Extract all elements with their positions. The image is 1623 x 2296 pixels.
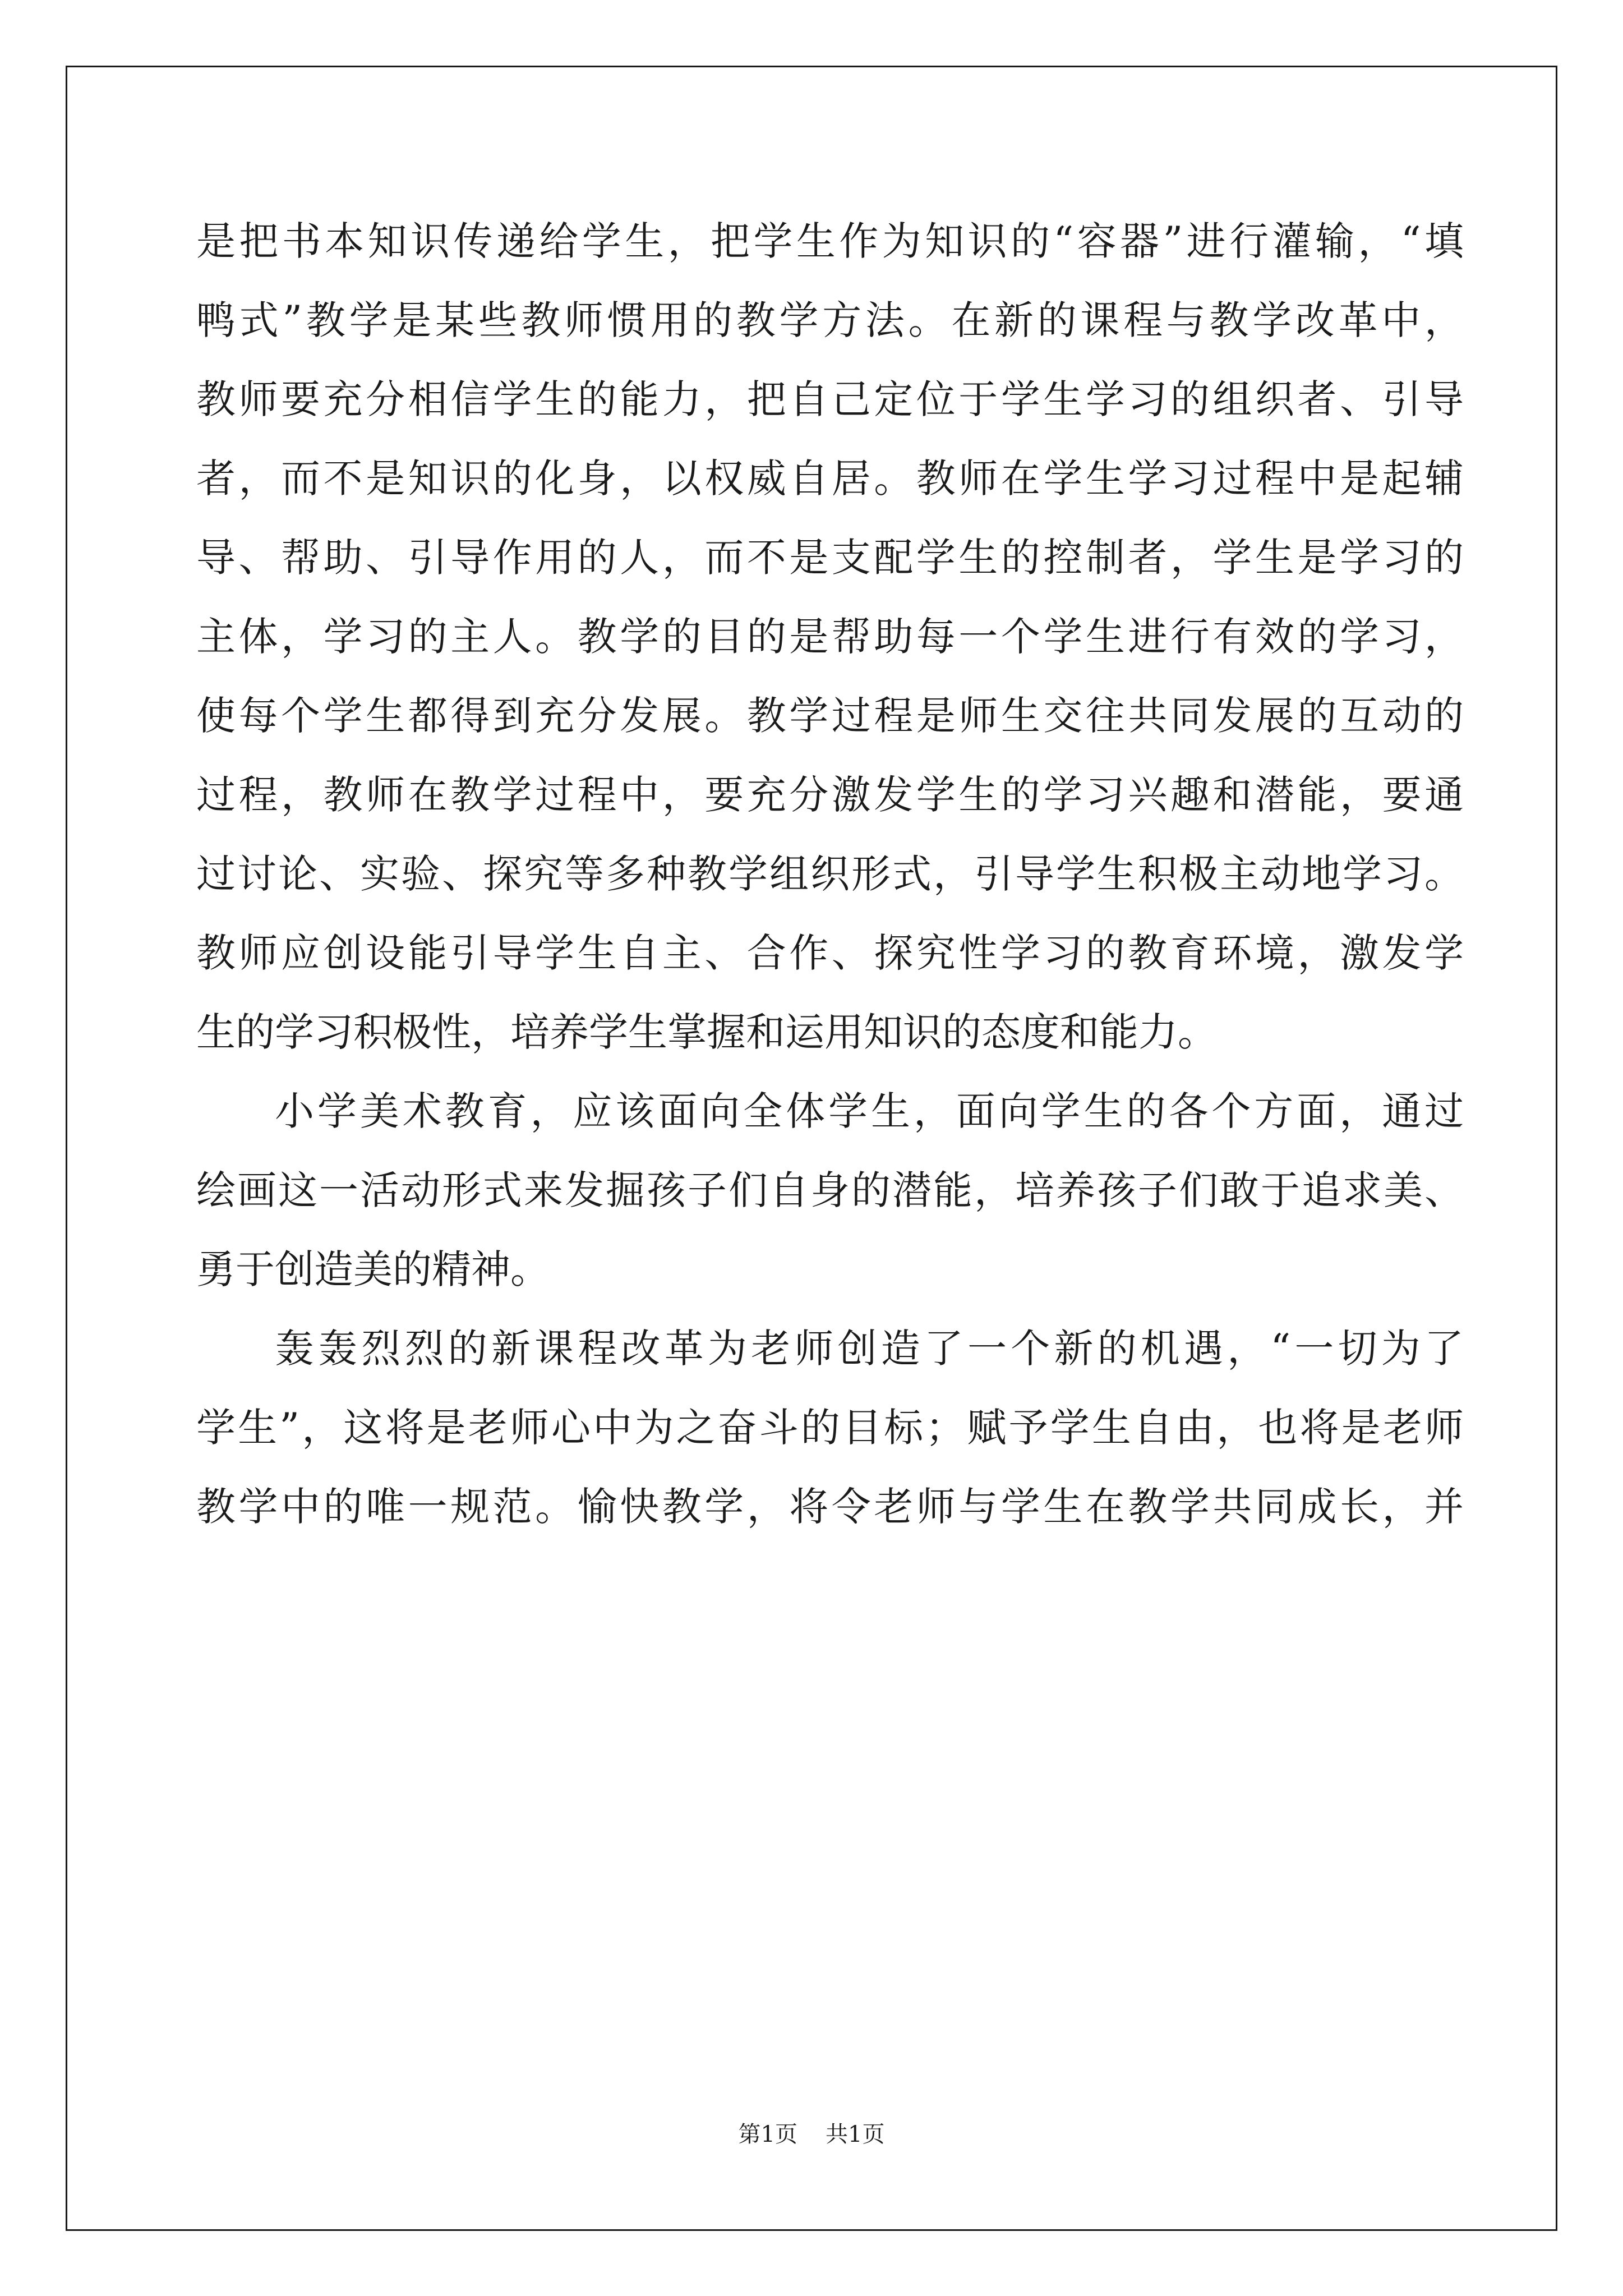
text-line: 过讨论、实验、探究等多种教学组织形式，引导学生积极主动地学习。 bbox=[196, 851, 1464, 897]
text-line: 小学美术教育，应该面向全体学生，面向学生的各个方面，通过 bbox=[275, 1088, 1464, 1134]
document-body bbox=[196, 216, 1464, 1561]
text-line: 勇于创造美的精神。 bbox=[196, 1246, 550, 1292]
text-line: 使每个学生都得到充分发展。教学过程是师生交往共同发展的互动的 bbox=[196, 693, 1464, 739]
text-line: 是把书本知识传递给学生，把学生作为知识的“容器”进行灌输，“填 bbox=[196, 218, 1464, 264]
page-number: 第1页 bbox=[738, 2122, 797, 2147]
page-footer bbox=[0, 2116, 1623, 2148]
page-total: 共1页 bbox=[826, 2122, 885, 2147]
text-line: 教师要充分相信学生的能力，把自己定位于学生学习的组织者、引导 bbox=[196, 376, 1464, 422]
text-line: 导、帮助、引导作用的人，而不是支配学生的控制者，学生是学习的 bbox=[196, 535, 1464, 581]
text-line: 鸭式”教学是某些教师惯用的教学方法。在新的课程与教学改革中， bbox=[196, 297, 1464, 343]
text-line: 学生”，这将是老师心中为之奋斗的目标；赋予学生自由，也将是老师 bbox=[196, 1405, 1464, 1451]
text-line: 生的学习积极性，培养学生掌握和运用知识的态度和能力。 bbox=[196, 1009, 1217, 1055]
text-line: 过程，教师在教学过程中，要充分激发学生的学习兴趣和潜能，要通 bbox=[196, 772, 1464, 818]
text-line: 轰轰烈烈的新课程改革为老师创造了一个新的机遇，“一切为了 bbox=[275, 1326, 1464, 1372]
text-line: 者，而不是知识的化身，以权威自居。教师在学生学习过程中是起辅 bbox=[196, 455, 1464, 501]
text-line: 教师应创设能引导学生自主、合作、探究性学习的教育环境，激发学 bbox=[196, 930, 1464, 976]
text-line: 教学中的唯一规范。愉快教学，将令老师与学生在教学共同成长，并 bbox=[196, 1484, 1464, 1530]
text-line: 主体，学习的主人。教学的目的是帮助每一个学生进行有效的学习， bbox=[196, 614, 1464, 660]
text-line: 绘画这一活动形式来发掘孩子们自身的潜能，培养孩子们敢于追求美、 bbox=[196, 1167, 1464, 1213]
